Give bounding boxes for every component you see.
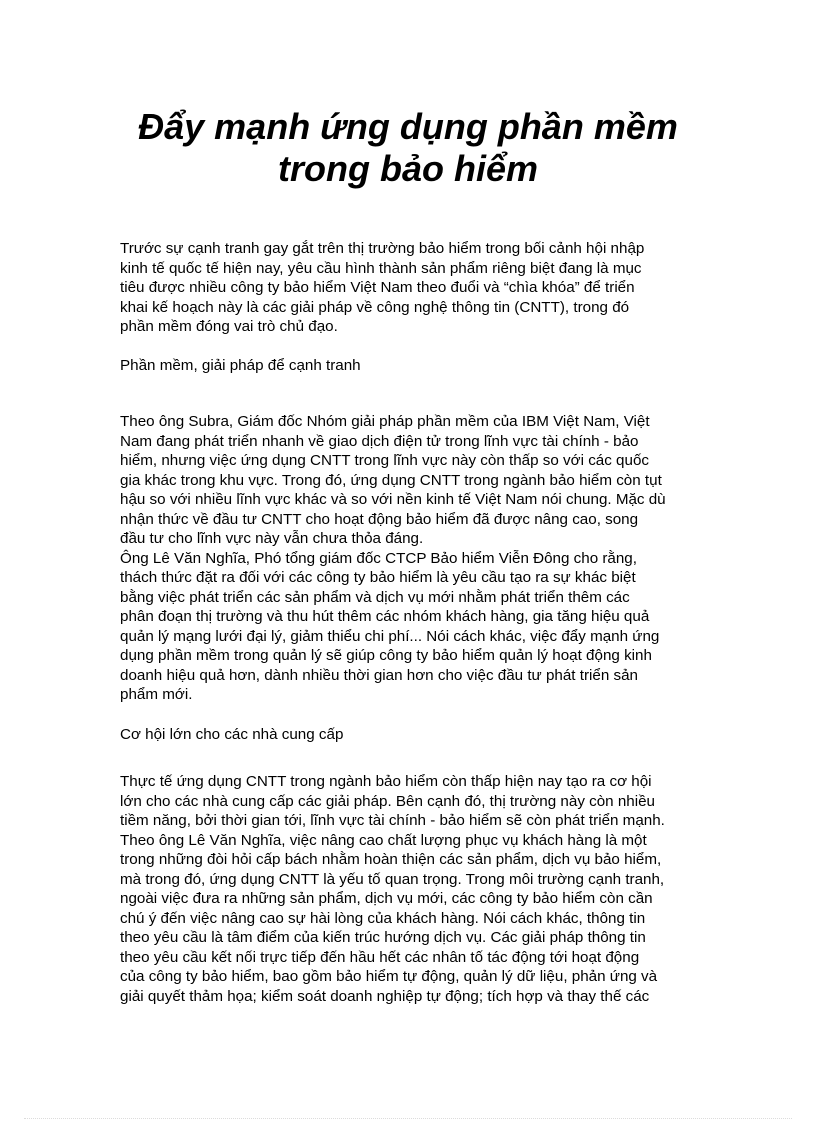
paragraph-line: dụng phần mềm trong quản lý sẽ giúp công ty bảo hiểm quản lý hoạt động kinh [120, 647, 652, 664]
paragraph-line: Thực tế ứng dụng CNTT trong ngành bảo hiểm còn thấp hiện nay tạo ra cơ hội [120, 773, 652, 790]
paragraph-line: doanh hiệu quả hơn, dành nhiều thời gian hơn cho việc đầu tư phát triển sản [120, 666, 638, 684]
paragraph-line: hậu so với nhiều lĩnh vực khác và so với nền kinh tế Việt Nam nói chung. Mặc dù [120, 491, 666, 508]
paragraph-line: Theo ông Lê Văn Nghĩa, việc nâng cao chất lượng phục vụ khách hàng là một [120, 831, 647, 849]
section-heading-2: Cơ hội lớn cho các nhà cung cấp [120, 726, 344, 743]
paragraph-line: theo yêu cầu kết nối trực tiếp đến hầu hết các nhân tố tác động tới hoạt động [120, 948, 640, 966]
paragraph-line: theo yêu cầu là tâm điểm của kiến trúc hướng dịch vụ. Các giải pháp thông tin [120, 929, 646, 946]
paragraph-line: tiêu được nhiều công ty bảo hiểm Việt Nam theo đuổi và “chìa khóa” để triển [120, 279, 635, 296]
document-title [0, 106, 816, 190]
paragraph-line: kinh tế quốc tế hiện nay, yêu cầu hình thành sản phẩm riêng biệt đang là mục [120, 259, 642, 277]
section-2-paragraph [120, 772, 710, 1006]
intro-paragraph [120, 239, 710, 337]
paragraph-line: tiềm năng, bởi thời gian tới, lĩnh vực tài chính - bảo hiểm sẽ còn phát triển mạnh. [120, 812, 665, 829]
paragraph-line: phân đoạn thị trường và thu hút thêm các nhóm khách hàng, gia tăng hiệu quả [120, 608, 650, 625]
paragraph-line: Nam đang phát triển nhanh về giao dịch điện tử trong lĩnh vực tài chính - bảo [120, 432, 639, 450]
paragraph-line: của công ty bảo hiểm, bao gồm bảo hiểm tự động, quản lý dữ liệu, phản ứng và [120, 968, 658, 985]
paragraph-line: lớn cho các nhà cung cấp các giải pháp. Bên cạnh đó, thị trường này còn nhiều [120, 792, 655, 810]
paragraph-line: hiểm, nhưng việc ứng dụng CNTT trong lĩnh vực này còn thấp so với các quốc [120, 452, 649, 469]
paragraph-line: Theo ông Subra, Giám đốc Nhóm giải pháp phần mềm của IBM Việt Nam, Việt [120, 413, 650, 430]
section-1-paragraph [120, 412, 710, 705]
paragraph-line: đầu tư cho lĩnh vực này vẫn chưa thỏa đáng. [120, 530, 424, 547]
page-bottom-divider [24, 1118, 792, 1119]
paragraph-line: nhận thức về đầu tư CNTT cho hoạt động bảo hiểm đã được nâng cao, song [120, 510, 639, 528]
paragraph-line: khai kế hoạch này là các giải pháp về công nghệ thông tin (CNTT), trong đó [120, 298, 630, 316]
paragraph-line: giải quyết thảm họa; kiểm soát doanh nghiệp tự động; tích hợp và thay thế các [120, 987, 650, 1005]
section-heading-1: Phần mềm, giải pháp để cạnh tranh [120, 357, 361, 374]
paragraph-line: gia khác trong khu vực. Trong đó, ứng dụng CNTT trong ngành bảo hiểm còn tụt [120, 471, 662, 489]
paragraph-line: Trước sự cạnh tranh gay gắt trên thị trường bảo hiểm trong bối cảnh hội nhập [120, 240, 645, 257]
paragraph-line: trong những đòi hỏi cấp bách nhằm hoàn thiện các sản phẩm, dịch vụ bảo hiểm, [120, 851, 662, 868]
paragraph-line: ngoài việc đưa ra những sản phẩm, dịch vụ mới, các công ty bảo hiểm còn cần [120, 890, 653, 907]
paragraph-line: mà trong đó, ứng dụng CNTT là yếu tố quan trọng. Trong môi trường cạnh tranh, [120, 870, 665, 888]
paragraph-line: chú ý đến việc nâng cao sự hài lòng của khách hàng. Nói cách khác, thông tin [120, 909, 646, 927]
paragraph-line: bằng việc phát triển các sản phẩm và dịch vụ mới nhằm phát triển thêm các [120, 588, 630, 606]
paragraph-line: phẩm mới. [120, 686, 193, 703]
paragraph-line: Ông Lê Văn Nghĩa, Phó tổng giám đốc CTCP Bảo hiểm Viễn Đông cho rằng, [120, 549, 637, 567]
paragraph-line: thách thức đặt ra đối với các công ty bảo hiểm là yêu cầu tạo ra sự khác biệt [120, 569, 636, 586]
title-line: Đẩy mạnh ứng dụng phần mềm [138, 106, 678, 147]
paragraph-line: quản lý mạng lưới đại lý, giảm thiểu chi phí... Nói cách khác, việc đẩy mạnh ứng [120, 627, 660, 645]
paragraph-line: phần mềm đóng vai trò chủ đạo. [120, 318, 338, 335]
title-line: trong bảo hiểm [278, 148, 538, 189]
